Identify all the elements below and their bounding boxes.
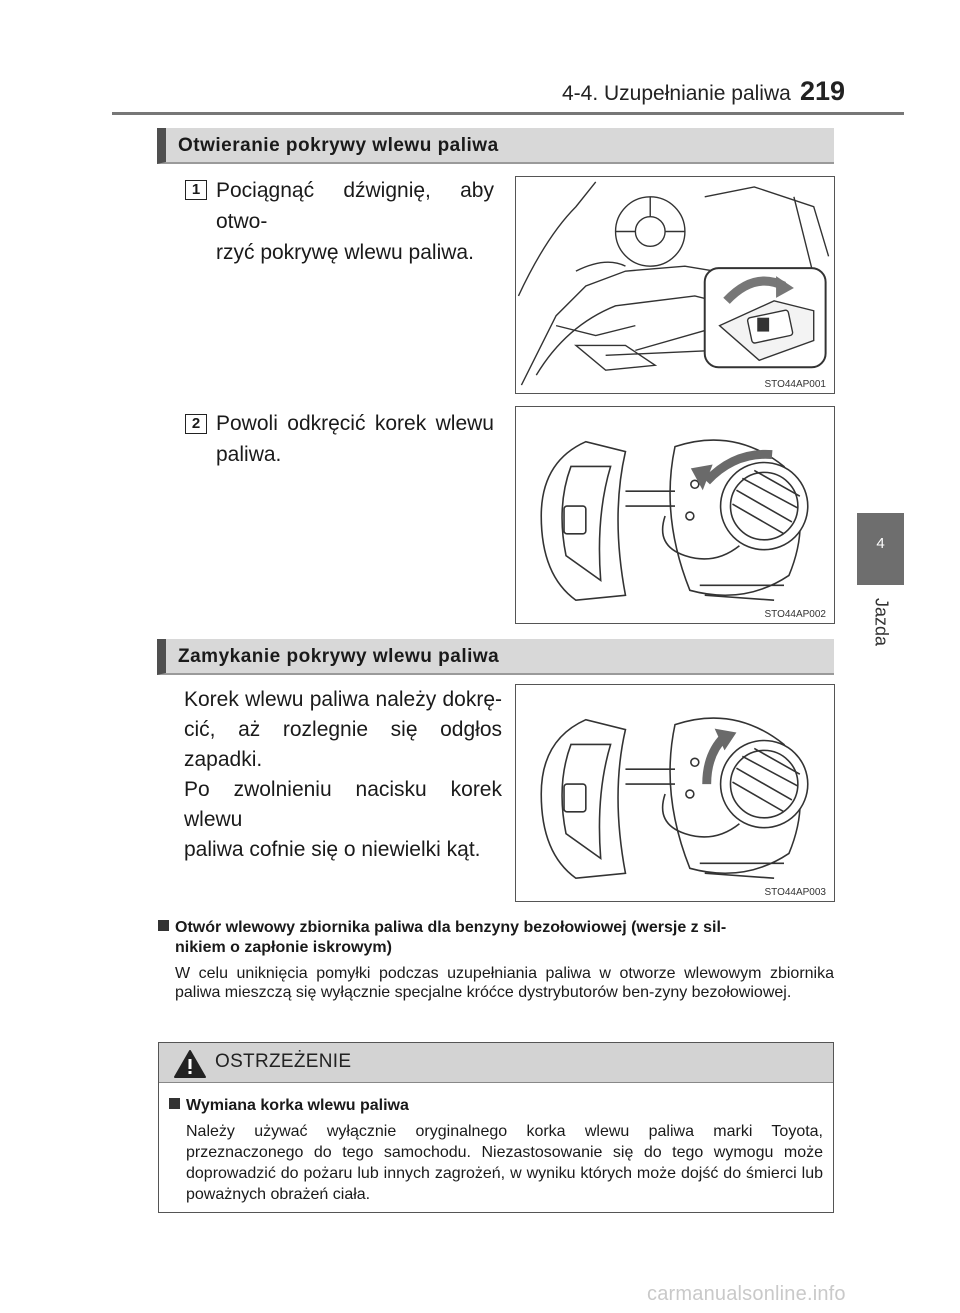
section-title-opening: Otwieranie pokrywy wlewu paliwa: [157, 128, 834, 164]
step-2-text: [216, 408, 494, 470]
chapter-tab: [857, 513, 904, 585]
warning-item-heading: [169, 1097, 409, 1115]
figure-unscrew-cap: [515, 406, 835, 624]
closing-line-2: cić, aż rozlegnie się odgłos zapadki.: [184, 718, 502, 771]
fuel-lever-illustration: [516, 177, 834, 393]
step-1-number: 1: [185, 180, 207, 200]
square-bullet-icon: [158, 920, 169, 931]
section-title-closing: Zamykanie pokrywy wlewu paliwa: [157, 639, 834, 675]
figure-3-code: STO44AP003: [764, 887, 826, 898]
step-1-line-2: rzyć pokrywę wlewu paliwa.: [216, 241, 474, 264]
fuel-cap-closing-illustration: [516, 685, 834, 901]
header-divider: [112, 112, 904, 115]
step-2-line-1: Powoli odkręcić korek wlewu: [216, 412, 494, 435]
running-header-section: 4-4. Uzupełnianie paliwa: [562, 82, 791, 105]
closing-line-4: paliwa cofnie się o niewielki kąt.: [184, 838, 481, 861]
note-heading: [158, 918, 834, 958]
warning-triangle-icon: [173, 1049, 207, 1079]
step-1-text: [216, 175, 494, 268]
step-1-line-1: Pociągnąć dźwignię, aby otwo-: [216, 179, 494, 233]
closing-instructions: [184, 685, 502, 865]
figure-1-code: STO44AP001: [764, 379, 826, 390]
chapter-number: 4: [876, 535, 885, 552]
fuel-cap-open-illustration: [516, 407, 834, 623]
figure-fuel-lever: [515, 176, 835, 394]
note-heading-line-2: nikiem o zapłonie iskrowym): [175, 939, 392, 956]
chapter-name-label: Jazda: [871, 597, 891, 647]
warning-title-bar: [159, 1043, 833, 1083]
figure-tighten-cap: [515, 684, 835, 902]
watermark: carmanualsonline.info: [647, 1283, 846, 1305]
warning-box: [158, 1042, 834, 1213]
closing-line-1: Korek wlewu paliwa należy dokrę-: [184, 688, 502, 711]
closing-line-3: Po zwolnieniu nacisku korek wlewu: [184, 778, 502, 831]
warning-title: OSTRZEŻENIE: [215, 1051, 352, 1072]
square-bullet-icon: [169, 1098, 180, 1109]
page-number: 219: [800, 76, 846, 106]
warning-item-body: Należy używać wyłącznie oryginalnego korka wlewu paliwa marki Toyota, przeznaczonego do tego samochodu. Niezastosowanie się do tego wymogu może doprowadzić do pożaru lub innych zagrożeń, w wyniku których może dojść do śmierci lub poważnych obrażeń ciała.: [186, 1123, 823, 1203]
chapter-name: [857, 592, 904, 652]
warning-item-heading-text: Wymiana korka wlewu paliwa: [186, 1097, 409, 1114]
step-2-number: 2: [185, 414, 207, 434]
note-heading-line-1: Otwór wlewowy zbiornika paliwa dla benzyny bezołowiowej (wersje z sil-: [175, 919, 727, 936]
step-2-line-2: paliwa.: [216, 443, 282, 466]
note-body: W celu uniknięcia pomyłki podczas uzupełniania paliwa w otworze wlewowym zbiornika paliwa mieszczą się wyłącznie specjalne króćce dystrybutorów ben-zyny bezołowiowej.: [175, 965, 834, 1001]
figure-2-code: STO44AP002: [764, 609, 826, 620]
